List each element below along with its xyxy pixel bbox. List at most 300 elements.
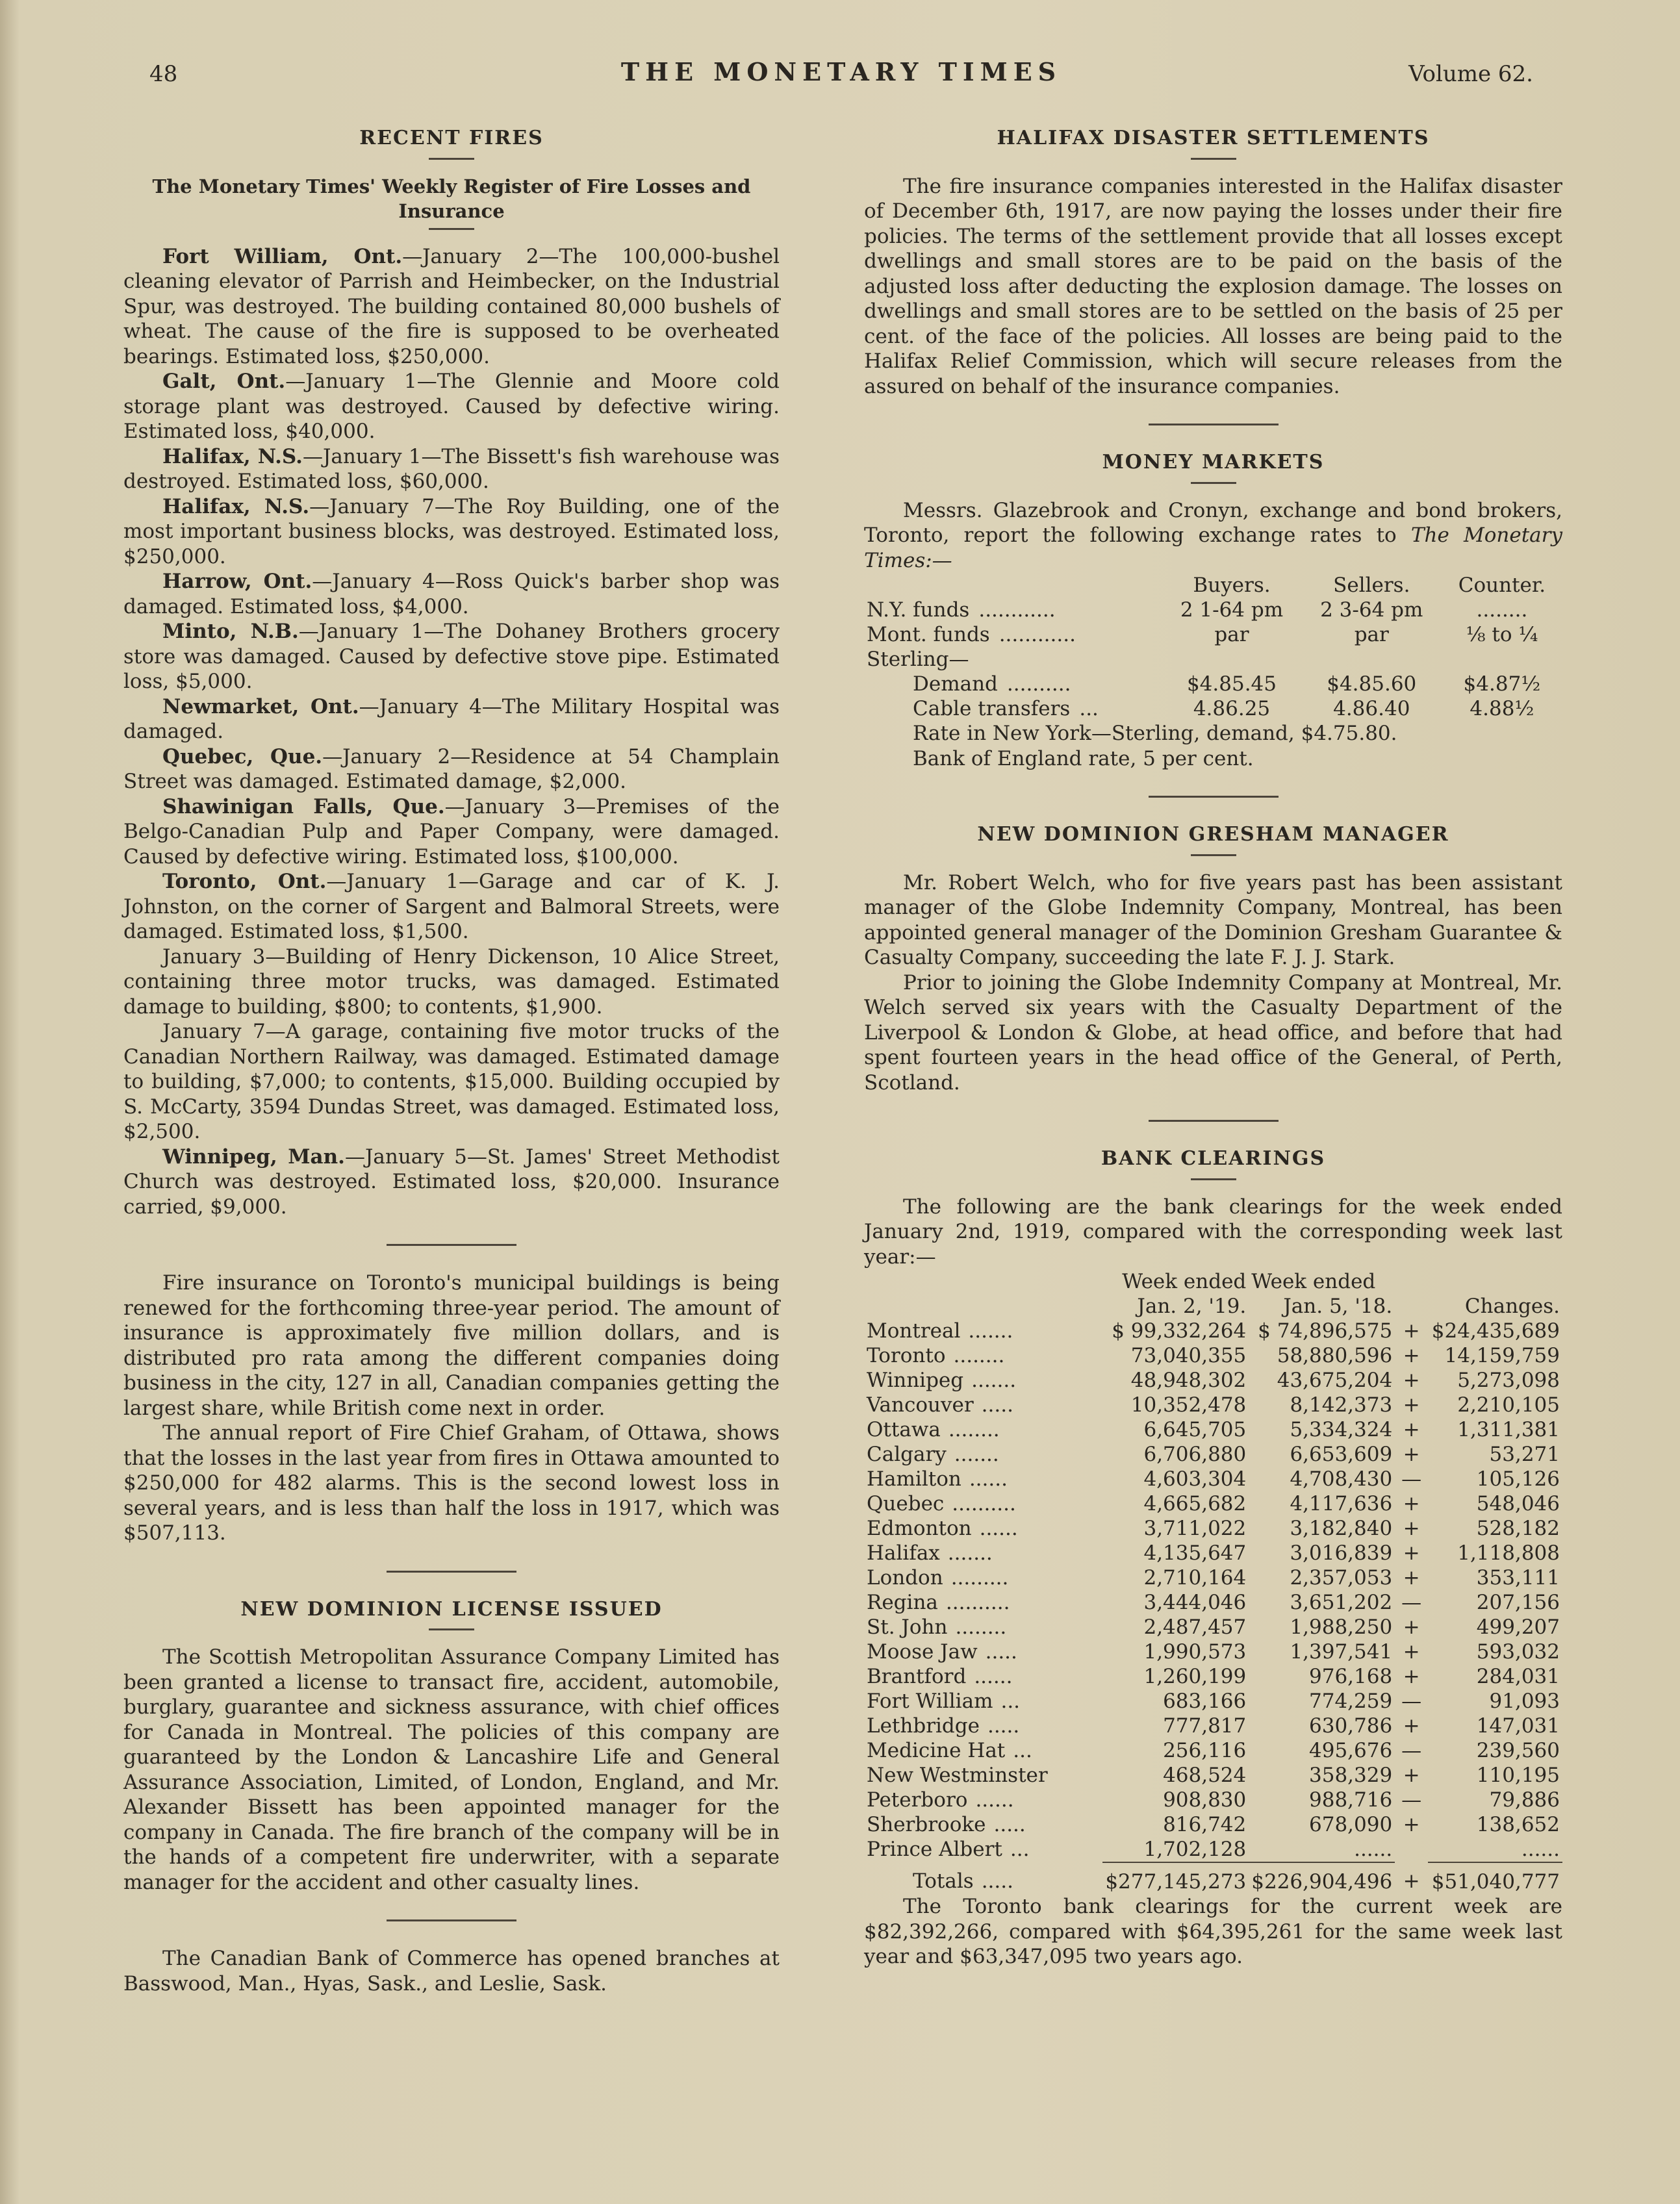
change-value: 110,195 [1476,1764,1560,1787]
change-value: 207,156 [1476,1591,1560,1614]
change-value: 1,311,381 [1457,1418,1560,1441]
fire-entry-text: —January 2—Residence at 54 Champlain Street was damaged. Estimated damage, $2,000. [123,744,780,793]
exchange-row [864,598,1562,622]
clearings-1919-value: 683,166 [1163,1690,1247,1713]
change-sign: — [1401,1467,1422,1491]
clearings-1918-value: ...... [1354,1838,1393,1861]
left-column [123,117,780,1996]
money-markets-source: The Monetary Times:— [864,524,1562,572]
city-name: Prince Albert [867,1838,1002,1861]
fire-entry [123,444,780,494]
counter-value: 4.88½ [1470,697,1534,720]
clearings-city-cell [864,1788,1102,1812]
fire-entry [123,944,780,1020]
leader-dots: ... [1079,697,1099,720]
exchange-label: N.Y. funds [867,598,970,622]
fire-entry-text: —January 3—Premises of the Belgo-Canadian Pulp and Paper Company, were damaged. Caused by defective wiring. Estimated loss, $100,000. [123,794,780,868]
exchange-label: Demand [913,672,998,696]
leader-dots: .......... [945,1591,1010,1614]
change-value: 2,210,105 [1457,1393,1560,1417]
sellers-value: par [1354,623,1389,646]
clearings-row [864,1664,1562,1689]
clearings-1918-value: 6,653,609 [1290,1443,1393,1466]
divider [387,1919,516,1921]
fire-entry-text: January 3—Building of Henry Dickenson, 10 Alice Street, containing three motor trucks, was damaged. Estimated damage to building, $800; to contents, $1,900. [123,944,780,1019]
city-name: Ottawa [867,1418,941,1441]
clearings-row [864,1565,1562,1590]
clearings-1918-value: $ 74,896,575 [1258,1319,1393,1343]
clearings-row [864,1590,1562,1615]
fire-entry-text: —January 7—The Roy Building, one of the most important business blocks, was destroyed. Estimated loss, $250,000. [123,494,780,568]
fire-entry [123,794,780,870]
clearings-row [864,1368,1562,1393]
masthead-title: THE MONETARY TIMES [620,57,1062,86]
halifax-paragraph: The fire insurance companies interested in the Halifax disaster of December 6th, 1917, are now paying the losses under their fire policies. The terms of the settlement provide that all losses except dwellings and small stores are to be paid on the basis of the adjusted loss after deducting the explosion damage. The losses on dwellings and small stores are to be settled on the basis of 25 per cent. of the face of the policies. All losses are being paid to the Halifax Relief Commission, which will secure releases from the assured on behalf of the insurance companies. [864,174,1562,398]
change-sign: + [1403,1869,1420,1893]
gresham-paragraph-2: Prior to joining the Globe Indemnity Company at Montreal, Mr. Welch served six years with the Casualty Department of the Liverpool & London & Globe, at head office, and before that had spent fourteen years in the head office of the General, of Perth, Scotland. [864,970,1562,1095]
clearings-city-cell [864,1837,1102,1862]
change-value: 239,560 [1476,1739,1560,1762]
change-value: 79,886 [1489,1788,1560,1812]
clearings-1918-value: 2,357,053 [1290,1566,1393,1590]
divider [1191,482,1236,484]
change-value: 5,273,098 [1457,1369,1560,1392]
clearings-1918-value: 1,988,250 [1290,1615,1393,1639]
clearings-row [864,1442,1562,1467]
fire-entry-place: Newmarket, Ont. [162,694,359,718]
clearings-totals-row [864,1862,1562,1894]
leader-dots: ..... [981,1869,1013,1893]
week-1918-header-bottom: Jan. 5, '18. [1283,1295,1393,1318]
city-name: Vancouver [867,1393,974,1417]
page-header [149,57,1533,96]
divider [1149,424,1279,425]
leader-dots: ..... [981,1393,1013,1417]
clearings-1919-value: 908,830 [1163,1788,1247,1812]
clearings-city-cell [864,1541,1102,1565]
exchange-row [864,696,1562,721]
city-name: Lethbridge [867,1714,980,1738]
city-name: Winnipeg [867,1369,964,1392]
toronto-clearings-paragraph: The Toronto bank clearings for the current week are $82,392,266, compared with $64,395,261 for the same week last year and $63,347,095 two years ago. [864,1895,1562,1968]
divider [387,1571,516,1573]
change-value: ...... [1521,1838,1560,1861]
clearings-1919-value: 816,742 [1163,1813,1247,1836]
leader-dots: ... [1013,1739,1032,1762]
exchange-label-cell [864,598,1162,622]
clearings-city-cell [864,1812,1102,1837]
clearings-city-cell [864,1640,1102,1664]
leader-dots: ..... [987,1714,1020,1738]
change-sign: + [1403,1665,1420,1688]
fire-entry-place: Winnipeg, Man. [162,1145,345,1169]
clearings-1918-value: 5,334,324 [1290,1418,1393,1441]
bank-clearings-heading: BANK CLEARINGS [1101,1147,1326,1170]
clearings-1919-value: 2,487,457 [1143,1615,1247,1639]
exchange-label-cell [864,647,1162,672]
leader-dots: ...... [979,1517,1018,1540]
clearings-1919-value: 1,702,128 [1143,1838,1247,1861]
clearings-1919-value: 4,135,647 [1143,1541,1247,1565]
fire-entry-text: —January 1—The Glennie and Moore cold storage plant was destroyed. Caused by defective wiring. Estimated loss, $40,000. [123,370,780,443]
clearings-1918-value: 3,651,202 [1290,1591,1393,1614]
counter-value: ........ [1476,598,1528,622]
clearings-1919-value: 468,524 [1163,1764,1247,1787]
clearings-1918-value: 8,142,373 [1290,1393,1393,1417]
change-sign: + [1403,1443,1420,1466]
clearings-1918-value: 43,675,204 [1277,1369,1393,1392]
city-name: Totals [913,1869,974,1893]
leader-dots: ....... [968,1319,1013,1343]
change-value: 138,652 [1476,1813,1560,1836]
leader-dots: ....... [947,1541,993,1565]
leader-dots: ........ [953,1344,1005,1367]
money-markets-intro [864,498,1562,574]
exchange-header-row [864,573,1562,598]
clearings-city-cell [864,1319,1102,1343]
fire-entry [123,744,780,794]
exchange-label: Mont. funds [867,623,990,646]
counter-value: ⅛ to ¼ [1466,623,1538,646]
clearings-city-cell [864,1763,1102,1788]
change-value: $24,435,689 [1431,1319,1560,1343]
fire-entry-text: —January 1—Garage and car of K. J. Johnston, on the corner of Sargent and Balmoral Streets, were damaged. Estimated loss, $1,500. [123,870,780,943]
week-1919-header-bottom: Jan. 2, '19. [1137,1295,1247,1318]
changes-header: Changes. [1464,1295,1560,1318]
clearings-header-row-2 [864,1294,1562,1319]
change-value: 528,182 [1476,1517,1560,1540]
divider [1149,796,1279,798]
fire-entry-place: Galt, Ont. [162,370,286,393]
divider [387,1244,516,1246]
exchange-row [864,672,1562,696]
money-markets-heading: MONEY MARKETS [1102,451,1325,474]
leader-dots: ....... [954,1443,999,1466]
divider [1191,1178,1236,1180]
rate-new-york: Rate in New York—Sterling, demand, $4.75.80. [913,722,1397,745]
fire-entry-text: —January 4—Ross Quick's barber shop was damaged. Estimated loss, $4,000. [123,570,780,618]
clearings-1918-value: 678,090 [1309,1813,1393,1836]
change-sign: — [1401,1739,1422,1762]
clearings-header-row-1 [864,1269,1562,1294]
change-value: 147,031 [1476,1714,1560,1738]
fire-entry [123,619,780,694]
clearings-1918-value: 630,786 [1309,1714,1393,1738]
fire-entry-place: Fort William, Ont. [162,244,403,268]
right-column [864,117,1562,1970]
week-1919-header-top: Week ended [1122,1270,1247,1293]
exchange-label-cell [864,622,1162,647]
city-name: Medicine Hat [867,1739,1006,1762]
change-sign: + [1403,1640,1420,1664]
city-name: London [867,1566,943,1590]
fire-entry [123,369,780,444]
fire-entry [123,869,780,944]
clearings-1919-value: 73,040,355 [1130,1344,1247,1367]
fire-entry [123,494,780,570]
license-paragraph: The Scottish Metropolitan Assurance Company Limited has been granted a license to transact fire, accident, automobile, burglary, guarantee and sickness assurance, with chief offices for Canada in Montreal. The policies of this company are guaranteed by the London & Lancashire Life and General Assurance Association, Limited, of London, England, and Mr. Alexander Bissett has been appointed manager for the company in Canada. The fire branch of the company will be in the hands of a competent fire underwriter, with a separate manager for the accident and other casualty lines. [123,1645,780,1894]
fire-entry-text: —January 4—The Military Hospital was damaged. [123,694,780,743]
clearings-1918-value: 358,329 [1309,1764,1393,1787]
fire-entry-place: Shawinigan Falls, Que. [162,794,445,818]
clearings-row [864,1738,1562,1763]
city-name: Moose Jaw [867,1640,978,1664]
leader-dots: ........ [955,1615,1007,1639]
divider [429,158,474,160]
clearings-city-cell [864,1714,1102,1738]
clearings-1919-value: $277,145,273 [1105,1870,1247,1894]
change-value: 1,118,808 [1457,1541,1560,1565]
clearings-city-cell [864,1417,1102,1442]
clearings-city-cell [864,1343,1102,1368]
leader-dots: ...... [974,1665,1013,1688]
clearings-row [864,1788,1562,1812]
change-sign: + [1403,1813,1420,1836]
change-value: 14,159,759 [1444,1344,1560,1367]
clearings-1918-value: 4,117,636 [1290,1492,1393,1515]
exchange-row [864,622,1562,647]
page-number: 48 [149,61,178,87]
recent-fires-subheading: The Monetary Times' Weekly Register of Fire Losses and Insurance [152,175,751,222]
clearings-1918-value: 58,880,596 [1277,1344,1393,1367]
exchange-label-cell [864,696,1162,721]
money-markets-intro-text: Messrs. Glazebrook and Cronyn, exchange and bond brokers, Toronto, report the following exchange rates to [864,498,1562,547]
fire-insurance-paragraph: Fire insurance on Toronto's municipal buildings is being renewed for the forthcoming three-year period. The amount of insurance is approximately five million dollars, and is distributed pro rata among the different companies doing business in the city, 127 in all, Canadian companies getting the largest share, while British come next in order. [123,1271,780,1420]
clearings-city-cell [864,1590,1102,1615]
city-name: Toronto [867,1344,946,1367]
clearings-row [864,1319,1562,1343]
change-sign: + [1403,1393,1420,1417]
change-value: $51,040,777 [1431,1870,1560,1894]
clearings-city-cell [864,1393,1102,1417]
clearings-city-cell [864,1467,1102,1491]
clearings-1919-value: 1,990,573 [1143,1640,1247,1664]
change-value: 105,126 [1476,1467,1560,1491]
exchange-rates-table [864,573,1562,721]
sellers-value: 4.86.40 [1333,697,1410,720]
change-sign: + [1403,1344,1420,1367]
clearings-1918-value: 1,397,541 [1290,1640,1393,1664]
clearings-row [864,1541,1562,1565]
divider [1149,1120,1279,1122]
fire-entry-text: —January 1—The Dohaney Brothers grocery store was damaged. Caused by defective stove pipe. Estimated loss, $5,000. [123,620,780,693]
clearings-row [864,1417,1562,1442]
clearings-city-cell [864,1738,1102,1763]
city-name: Edmonton [867,1517,972,1540]
volume-label: Volume 62. [1408,61,1533,87]
change-sign: + [1403,1369,1420,1392]
sellers-value: 2 3-64 pm [1320,598,1423,622]
leader-dots: ............ [999,623,1076,646]
leader-dots: ..... [993,1813,1026,1836]
city-name: New Westminster [867,1764,1048,1787]
counter-value [1442,647,1562,672]
fire-entry-text: —January 1—The Bissett's fish warehouse was destroyed. Estimated loss, $60,000. [123,444,780,493]
city-name: Hamilton [867,1467,961,1491]
fire-entry [123,569,780,619]
change-sign [1395,1837,1428,1862]
clearings-row [864,1689,1562,1714]
fire-chief-paragraph: The annual report of Fire Chief Graham, of Ottawa, shows that the losses in the last year from fires in Ottawa amounted to $250,000 for 482 alarms. This is the second lowest loss in several years, and is less than half the loss in 1917, which was $507,113. [123,1421,780,1545]
clearings-city-cell [864,1862,1102,1894]
fire-entry [123,244,780,370]
clearings-city-cell [864,1368,1102,1393]
sellers-header: Sellers. [1333,574,1410,597]
leader-dots: ... [1000,1690,1021,1713]
clearings-1919-value: 3,711,022 [1143,1517,1247,1540]
clearings-1918-value: $226,904,496 [1251,1870,1393,1894]
fire-entry-text: January 7—A garage, containing five motor trucks of the Canadian Northern Railway, was damaged. Estimated damage to building, $7,000; to contents, $15,000. Building occupied by S. McCarty, 3594 Dundas Street, was damaged. Estimated loss, $2,500. [123,1020,780,1143]
clearings-city-cell [864,1615,1102,1640]
change-value: 593,032 [1476,1640,1560,1664]
clearings-1919-value: 3,444,046 [1143,1591,1247,1614]
buyers-value: 4.86.25 [1193,697,1271,720]
leader-dots: ..... [985,1640,1017,1664]
fire-entry-place: Halifax, N.S. [162,444,303,468]
clearings-row [864,1812,1562,1837]
clearings-1919-value: 48,948,302 [1130,1369,1247,1392]
leader-dots: ............ [978,598,1056,622]
clearings-1919-value: 10,352,478 [1130,1393,1247,1417]
clearings-1919-value: 777,817 [1163,1714,1247,1738]
clearings-1918-value: 4,708,430 [1290,1467,1393,1491]
clearings-row [864,1837,1562,1862]
bank-of-england-rate: Bank of England rate, 5 per cent. [913,746,1254,770]
clearings-1919-value: 1,260,199 [1143,1665,1247,1688]
clearings-city-cell [864,1565,1102,1590]
divider [429,1628,474,1630]
gresham-paragraph-1: Mr. Robert Welch, who for five years past has been assistant manager of the Globe Indemnity Company, Montreal, has been appointed general manager of the Dominion Gresham Guarantee & Casualty Company, succeeding the late F. J. J. Stark. [864,870,1562,969]
recent-fires-heading: RECENT FIRES [359,127,544,149]
city-name: Brantford [867,1665,967,1688]
city-name: Halifax [867,1541,940,1565]
clearings-city-cell [864,1491,1102,1516]
change-value: 353,111 [1476,1566,1560,1590]
bank-clearings-intro: The following are the bank clearings for the week ended January 2nd, 1919, compared with the corresponding week last year:— [864,1195,1562,1269]
divider [1191,158,1236,160]
buyers-value: $4.85.45 [1186,672,1277,696]
fire-entry-place: Quebec, Que. [162,744,323,768]
leader-dots: ...... [969,1467,1008,1491]
change-sign: + [1403,1492,1420,1515]
change-sign: — [1401,1788,1422,1812]
city-name: St. John [867,1615,948,1639]
leader-dots: .......... [952,1492,1016,1515]
change-sign: + [1403,1764,1420,1787]
clearings-row [864,1615,1562,1640]
clearings-row [864,1393,1562,1417]
clearings-1919-value: 6,645,705 [1143,1418,1247,1441]
city-name: Montreal [867,1319,961,1343]
exchange-label-cell [864,672,1162,696]
counter-header: Counter. [1458,574,1546,597]
change-sign: — [1401,1690,1422,1713]
clearings-row [864,1491,1562,1516]
leader-dots: ... [1010,1838,1030,1861]
week-1918-header-top: Week ended [1251,1270,1376,1293]
clearings-1918-value: 3,016,839 [1290,1541,1393,1565]
fire-entry-place: Harrow, Ont. [162,570,312,593]
change-sign: + [1403,1319,1420,1343]
change-sign: + [1403,1418,1420,1441]
city-name: Fort William [867,1690,993,1713]
gresham-heading: NEW DOMINION GRESHAM MANAGER [977,823,1449,846]
clearings-1919-value: 256,116 [1163,1739,1247,1762]
clearings-1918-value: 976,168 [1309,1665,1393,1688]
change-sign: + [1403,1615,1420,1639]
fire-entry-text: —January 5—St. James' Street Methodist Church was destroyed. Estimated loss, $20,000. Insurance carried, $9,000. [123,1145,780,1219]
divider [429,228,474,230]
clearings-1919-value: 2,710,164 [1143,1566,1247,1590]
fire-entry-place: Halifax, N.S. [162,494,310,518]
sellers-value: $4.85.60 [1327,672,1417,696]
clearings-city-cell [864,1689,1102,1714]
fire-entry [123,694,780,744]
clearings-row [864,1640,1562,1664]
change-sign: + [1403,1541,1420,1565]
city-name: Sherbrooke [867,1813,986,1836]
buyers-value: par [1214,623,1249,646]
halifax-heading: HALIFAX DISASTER SETTLEMENTS [997,127,1430,149]
clearings-city-cell [864,1516,1102,1541]
clearings-row [864,1516,1562,1541]
buyers-header: Buyers. [1193,574,1271,597]
fire-entry [123,1019,780,1145]
city-name: Calgary [867,1443,947,1466]
clearings-1919-value: $ 99,332,264 [1112,1319,1247,1343]
city-name: Quebec [867,1492,945,1515]
exchange-label: Sterling— [867,648,969,671]
fire-entry-place: Toronto, Ont. [162,870,327,893]
change-value: 284,031 [1476,1665,1560,1688]
bank-clearings-table [864,1269,1562,1894]
clearings-city-cell [864,1442,1102,1467]
leader-dots: ....... [971,1369,1017,1392]
clearings-1919-value: 6,706,880 [1143,1443,1247,1466]
change-sign: + [1403,1517,1420,1540]
license-heading: NEW DOMINION LICENSE ISSUED [240,1597,663,1621]
commerce-paragraph: The Canadian Bank of Commerce has opened branches at Basswood, Man., Hyas, Sask., and Leslie, Sask. [123,1947,780,1995]
clearings-1918-value: 988,716 [1309,1788,1393,1812]
city-name: Regina [867,1591,938,1614]
fire-entry-place: Minto, N.B. [162,620,299,643]
fire-entry-text: —January 2—The 100,000-bushel cleaning elevator of Parrish and Heimbecker, on the Industrial Spur, was destroyed. The building contained 80,000 bushels of wheat. The cause of the fire is supposed to be overheated bearings. Estimated loss, $250,000. [123,244,780,368]
leader-dots: ........ [948,1418,1000,1441]
clearings-city-cell [864,1664,1102,1689]
fire-entries [123,244,780,1220]
exchange-row [864,647,1562,672]
leader-dots: .......... [1006,672,1071,696]
buyers-value [1162,647,1301,672]
change-sign: + [1403,1566,1420,1590]
change-sign: — [1401,1591,1422,1614]
clearings-1919-value: 4,665,682 [1143,1492,1247,1515]
clearings-row [864,1467,1562,1491]
leader-dots: ...... [975,1788,1014,1812]
clearings-1919-value: 4,603,304 [1143,1467,1247,1491]
change-value: 499,207 [1476,1615,1560,1639]
change-value: 53,271 [1489,1443,1560,1466]
clearings-row [864,1714,1562,1738]
clearings-1918-value: 774,259 [1309,1690,1393,1713]
exchange-label: Cable transfers [913,697,1071,720]
leader-dots: ......... [950,1566,1009,1590]
divider [1191,854,1236,856]
change-value: 91,093 [1489,1690,1560,1713]
change-sign: + [1403,1714,1420,1738]
buyers-value: 2 1-64 pm [1180,598,1284,622]
clearings-row [864,1763,1562,1788]
